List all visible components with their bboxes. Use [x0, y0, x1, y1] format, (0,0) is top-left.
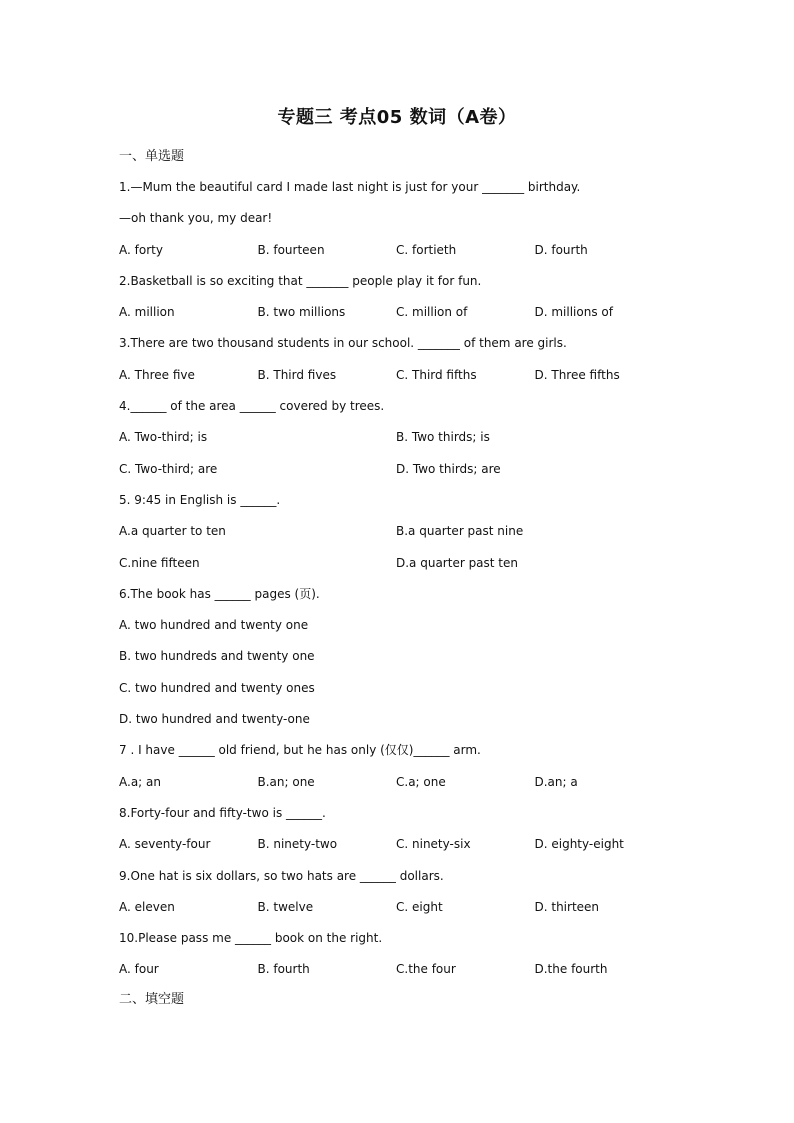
answer-option: A. two hundred and twenty one [119, 618, 309, 633]
section-heading-fill-blank: 二、填空题 [119, 992, 185, 1007]
answer-option: C. fortieth [396, 242, 457, 257]
answer-option: C. million of [396, 305, 468, 320]
options-row [119, 297, 679, 328]
question-item [119, 266, 679, 329]
question-stem: 8.Forty-four and fifty-two is ______. [119, 805, 326, 820]
answer-option: A. million [119, 305, 175, 320]
question-item [119, 861, 679, 924]
section-heading-single-choice: 一、单选题 [119, 149, 185, 164]
options-row [119, 954, 679, 985]
answer-option: B.a quarter past nine [396, 524, 524, 539]
options-row [119, 422, 679, 453]
question-stem: 10.Please pass me ______ book on the right. [119, 931, 383, 946]
options-row [119, 454, 679, 485]
answer-option: C. two hundred and twenty ones [119, 680, 315, 695]
question-stem: 6.The book has ______ pages (页). [119, 586, 320, 601]
answer-option: A.a; an [119, 774, 161, 789]
answer-option: B. two millions [257, 305, 346, 320]
question-stem: 1.—Mum the beautiful card I made last night is just for your _______ birthday. [119, 180, 581, 194]
question-item [119, 798, 679, 861]
question-list [119, 172, 679, 986]
answer-option: D.a quarter past ten [396, 555, 519, 570]
answer-option: D. Two thirds; are [396, 461, 501, 476]
question-item [119, 172, 679, 266]
answer-option: C.nine fifteen [119, 555, 200, 570]
question-stem: 4.______ of the area ______ covered by trees. [119, 399, 385, 414]
answer-option: C.a; one [396, 774, 446, 789]
answer-option: B.an; one [257, 774, 315, 789]
question-item [119, 391, 679, 485]
answer-option: B. fourteen [257, 242, 325, 257]
options-row [119, 360, 679, 391]
answer-option: C. Two-third; are [119, 461, 218, 476]
question-stem: 7 . I have ______ old friend, but he has only (仅仅)______ arm. [119, 743, 481, 758]
options-row [119, 516, 679, 547]
page-title: 专题三 考点05 数词（A卷） [277, 107, 517, 128]
answer-option: B. Third fives [257, 367, 337, 382]
question-item [119, 328, 679, 391]
answer-option: A. eleven [119, 899, 175, 914]
answer-option: D. Three fifths [534, 367, 620, 382]
question-item [119, 923, 679, 986]
answer-option: A. seventy-four [119, 837, 211, 852]
question-stem: 5. 9:45 in English is ______. [119, 492, 281, 507]
answer-option: D. thirteen [534, 899, 600, 914]
options-row [119, 829, 679, 860]
answer-option: C. Third fifths [396, 367, 477, 382]
answer-option: D. fourth [534, 242, 588, 257]
answer-option: A. forty [119, 242, 163, 257]
answer-option: B. Two thirds; is [396, 430, 490, 445]
answer-option: A. Three five [119, 367, 195, 382]
options-row [119, 610, 679, 641]
answer-option: D.the fourth [534, 962, 608, 977]
answer-option: B. twelve [257, 899, 314, 914]
question-stem: 9.One hat is six dollars, so two hats are ______ dollars. [119, 868, 444, 883]
answer-option: B. ninety-two [257, 837, 338, 852]
answer-option: D. eighty-eight [534, 837, 624, 852]
answer-option: A. Two-third; is [119, 430, 208, 445]
options-row [119, 892, 679, 923]
question-stem: 3.There are two thousand students in our school. _______ of them are girls. [119, 336, 567, 351]
answer-option: C. ninety-six [396, 837, 471, 852]
options-row [119, 704, 679, 735]
question-item [119, 579, 679, 735]
question-item [119, 485, 679, 579]
answer-option: D. two hundred and twenty-one [119, 712, 310, 727]
question-stem: —oh thank you, my dear! [119, 211, 273, 226]
options-row [119, 673, 679, 704]
answer-option: B. fourth [257, 962, 310, 977]
question-item [119, 735, 679, 798]
answer-option: B. two hundreds and twenty one [119, 649, 315, 664]
answer-option: D. millions of [534, 305, 613, 320]
answer-option: C. eight [396, 899, 443, 914]
question-stem: 2.Basketball is so exciting that _______ people play it for fun. [119, 273, 482, 288]
answer-option: D.an; a [534, 774, 578, 789]
options-row [119, 235, 679, 266]
answer-option: A. four [119, 962, 159, 977]
answer-option: A.a quarter to ten [119, 524, 226, 539]
options-row [119, 548, 679, 579]
options-row [119, 641, 679, 672]
answer-option: C.the four [396, 962, 456, 977]
options-row [119, 767, 679, 798]
